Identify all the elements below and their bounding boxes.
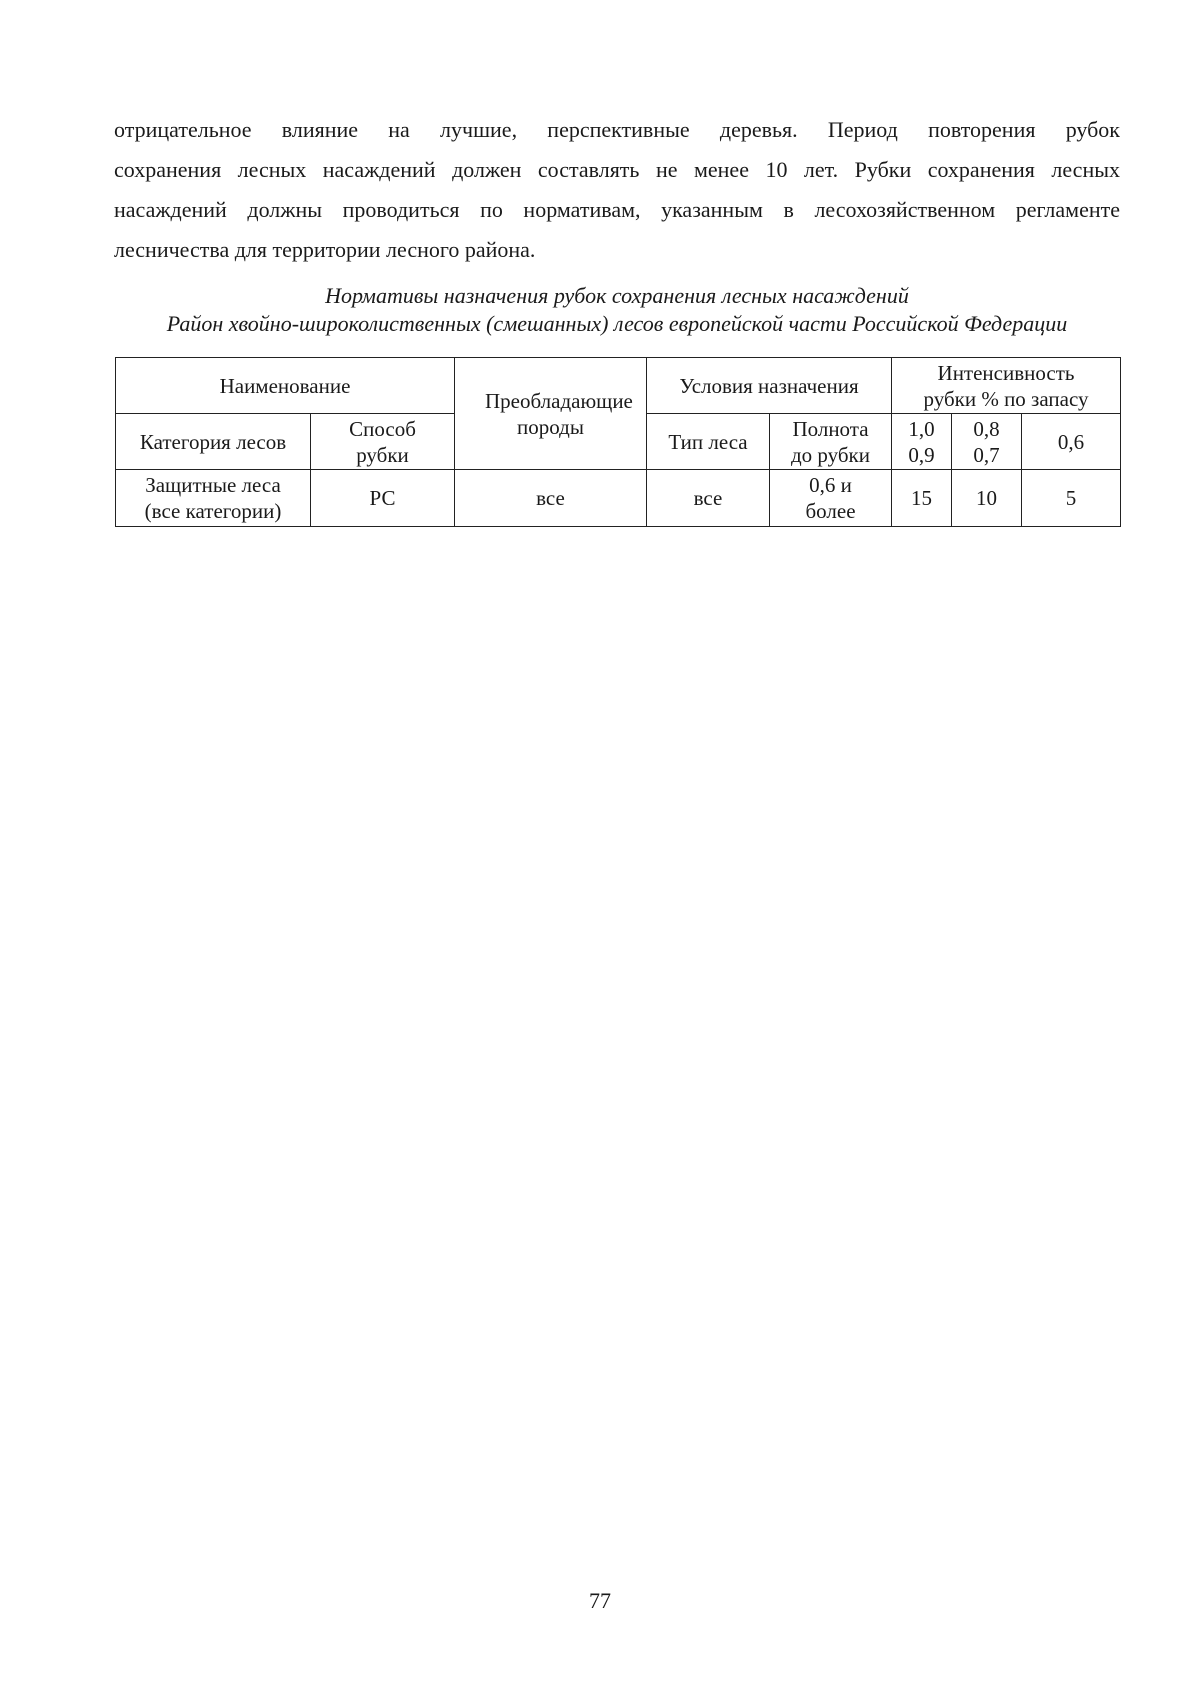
page-number: 77 bbox=[589, 1588, 611, 1613]
paragraph-line: насаждений должны проводиться по нормативам, указанным в лесохозяйственном регламенте bbox=[114, 197, 1120, 222]
body-paragraph bbox=[114, 110, 1120, 270]
header-species-text: Преобладающие породы bbox=[485, 388, 633, 439]
header-intensity-col2-line1: 0,8 bbox=[973, 416, 1000, 441]
header-species bbox=[455, 358, 647, 470]
header-cutting-method-line2: рубки bbox=[356, 442, 409, 467]
header-intensity-line2: рубки % по запасу bbox=[923, 386, 1089, 411]
cell-density-line1: 0,6 и bbox=[809, 473, 852, 497]
header-intensity-col2-line2: 0,7 bbox=[973, 442, 1000, 467]
header-intensity-col2 bbox=[952, 414, 1022, 470]
header-density-line1: Полнота bbox=[792, 416, 869, 441]
header-cutting-method-line1: Способ bbox=[349, 416, 416, 441]
paragraph-line: сохранения лесных насаждений должен составлять не менее 10 лет. Рубки сохранения лесных bbox=[114, 157, 1120, 182]
header-forest-category: Категория лесов bbox=[116, 414, 311, 470]
cell-density bbox=[770, 470, 892, 527]
norms-table bbox=[115, 357, 1121, 527]
header-cutting-method bbox=[311, 414, 455, 470]
cell-density-line2: более bbox=[805, 499, 856, 523]
header-density-line2: до рубки bbox=[790, 442, 870, 467]
cell-intensity-1: 15 bbox=[892, 470, 952, 527]
header-forest-type: Тип леса bbox=[647, 414, 770, 470]
cell-forest-category-line2: (все категории) bbox=[144, 499, 282, 523]
cell-forest-category bbox=[116, 470, 311, 527]
cell-forest-category-line1: Защитные леса bbox=[145, 473, 281, 497]
header-intensity-col1-line1: 1,0 bbox=[908, 416, 935, 441]
table-row bbox=[116, 470, 1121, 527]
cell-intensity-2: 10 bbox=[952, 470, 1022, 527]
paragraph-line: лесничества для территории лесного района. bbox=[114, 237, 536, 262]
cell-cutting-method: РС bbox=[311, 470, 455, 527]
table-subtitle: Район хвойно-широколиственных (смешанных) лесов европейской части Российской Федерации bbox=[166, 311, 1068, 336]
table-caption bbox=[114, 282, 1120, 338]
header-intensity-col1 bbox=[892, 414, 952, 470]
header-intensity-line1: Интенсивность bbox=[937, 360, 1075, 385]
header-naming: Наименование bbox=[116, 358, 455, 414]
cell-species: все bbox=[455, 470, 647, 527]
table-title: Нормативы назначения рубок сохранения лесных насаждений bbox=[325, 283, 909, 308]
header-conditions: Условия назначения bbox=[647, 358, 892, 414]
header-intensity-col3: 0,6 bbox=[1022, 414, 1121, 470]
paragraph-line: отрицательное влияние на лучшие, перспективные деревья. Период повторения рубок bbox=[114, 117, 1120, 142]
header-intensity-col1-line2: 0,9 bbox=[908, 442, 935, 467]
table-header-row bbox=[116, 358, 1121, 414]
cell-intensity-3: 5 bbox=[1022, 470, 1121, 527]
header-intensity bbox=[892, 358, 1121, 414]
header-density bbox=[770, 414, 892, 470]
cell-forest-type: все bbox=[647, 470, 770, 527]
